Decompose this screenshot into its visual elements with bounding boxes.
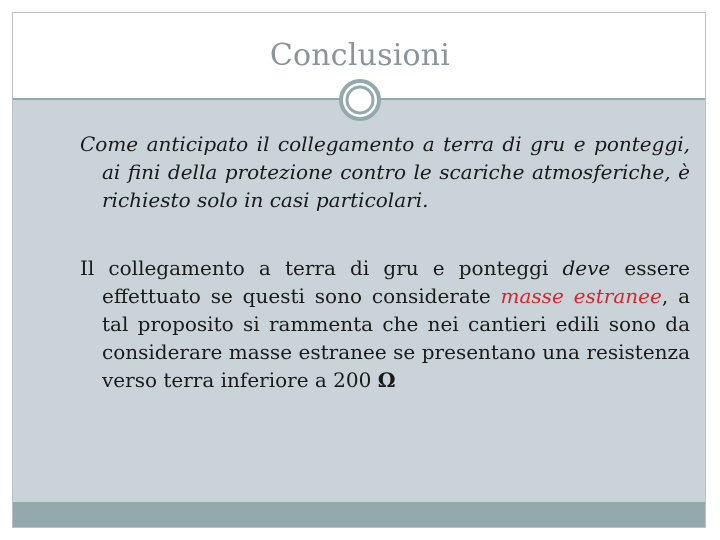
paragraph-2 [80, 254, 690, 394]
paragraph-2-part1: Il collegamento a terra di gru e ponteggi [80, 256, 563, 280]
omega-symbol: Ω [377, 368, 396, 392]
paragraph-2-part2: essere effettuato se questi sono considerate [102, 256, 690, 308]
paragraph-2-highlight: masse estranee [500, 284, 662, 308]
paragraph-2-emphasis: deve [562, 256, 611, 280]
paragraph-1: Come anticipato il collegamento a terra di gru e ponteggi, ai fini della protezione contro le scariche atmosferiche, è richiesto solo in casi particolari. [80, 132, 690, 212]
slide-title: Conclusioni [269, 38, 451, 73]
bottom-bar [13, 502, 705, 527]
ring-ornament-icon [337, 77, 383, 123]
paragraph-2-part3: , a tal proposito si rammenta che nei cantieri edili sono da considerare masse estranee se presentano una resistenza verso terra inferiore a 200 [102, 284, 690, 392]
